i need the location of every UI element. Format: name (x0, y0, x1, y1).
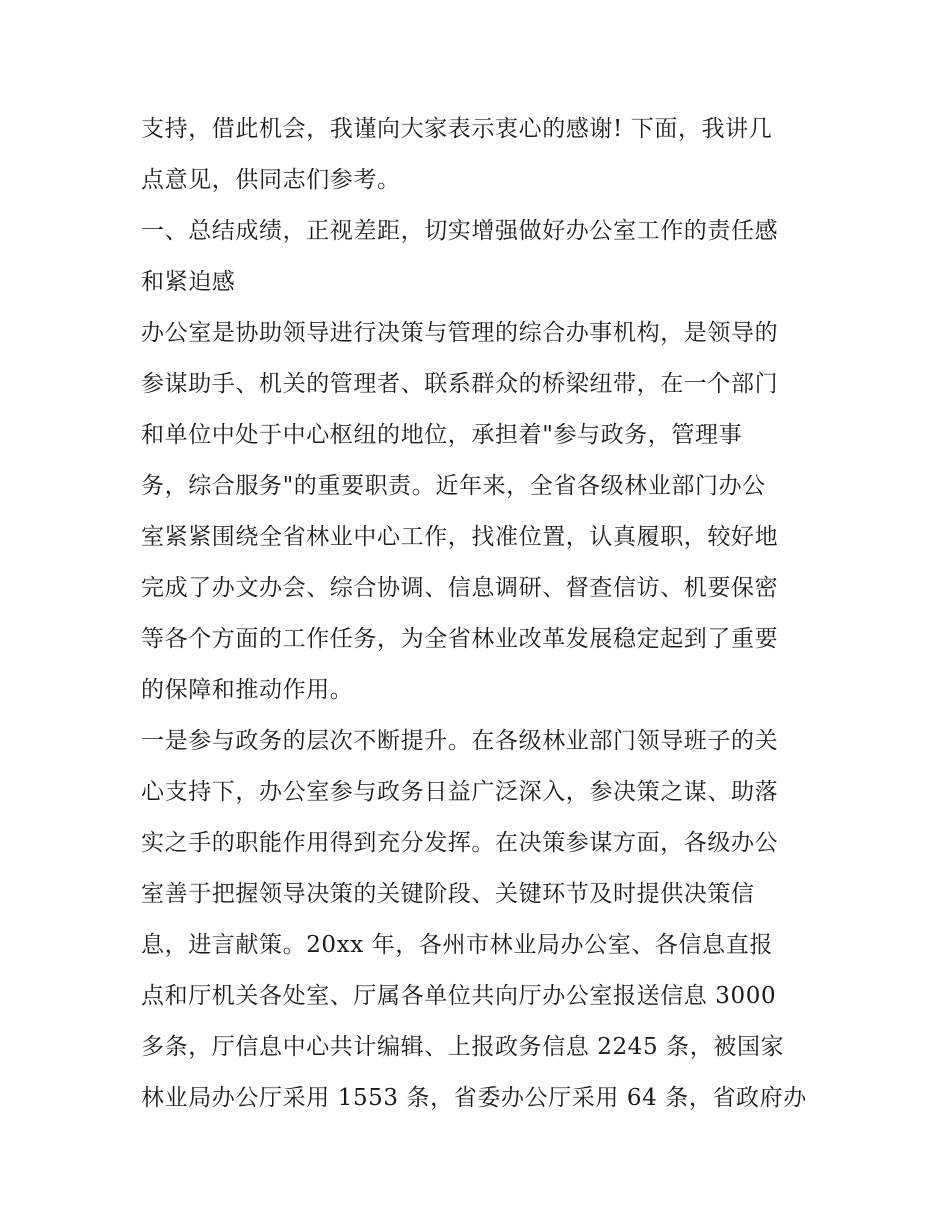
text-line: 和单位中处于中心枢纽的地位，承担着"参与政务，管理事 (141, 422, 743, 448)
text-line: 点意见，供同志们参考。 (141, 167, 401, 193)
text-line: 实之手的职能作用得到充分发挥。在决策参谋方面，各级办公 (141, 830, 779, 856)
text-line: 参谋助手、机关的管理者、联系群众的桥梁纽带，在一个部门 (141, 371, 779, 397)
text-line: 点和厅机关各处室、厅属各单位共向厅办公室报送信息 3000 (141, 983, 777, 1009)
text-line: 室善于把握领导决策的关键阶段、关键环节及时提供决策信 (141, 881, 755, 907)
text-line: 心支持下，办公室参与政务日益广泛深入，参决策之谋、助落 (141, 779, 779, 805)
text-line: 办公室是协助领导进行决策与管理的综合办事机构，是领导的 (141, 320, 779, 346)
document-body (141, 104, 821, 1124)
text-line: 的保障和推动作用。 (141, 677, 354, 703)
text-line: 一是参与政务的层次不断提升。在各级林业部门领导班子的关 (141, 728, 779, 754)
text-line: 室紧紧围绕全省林业中心工作，找准位置，认真履职，较好地 (141, 524, 779, 550)
text-line: 息，进言献策。20xx 年，各州市林业局办公室、各信息直报 (141, 932, 773, 958)
section-heading-line: 一、总结成绩，正视差距，切实增强做好办公室工作的责任感 (141, 218, 779, 244)
text-line: 林业局办公厅采用 1553 条，省委办公厅采用 64 条，省政府办 (141, 1085, 807, 1111)
section-heading-line: 和紧迫感 (141, 269, 236, 295)
text-line: 多条，厅信息中心共计编辑、上报政务信息 2245 条，被国家 (141, 1034, 785, 1060)
text-line: 完成了办文办会、综合协调、信息调研、督查信访、机要保密 (141, 575, 779, 601)
text-line: 等各个方面的工作任务，为全省林业改革发展稳定起到了重要 (141, 626, 779, 652)
text-line: 支持，借此机会，我谨向大家表示衷心的感谢! 下面，我讲几 (141, 116, 773, 142)
text-line: 务，综合服务"的重要职责。近年来，全省各级林业部门办公 (141, 473, 766, 499)
